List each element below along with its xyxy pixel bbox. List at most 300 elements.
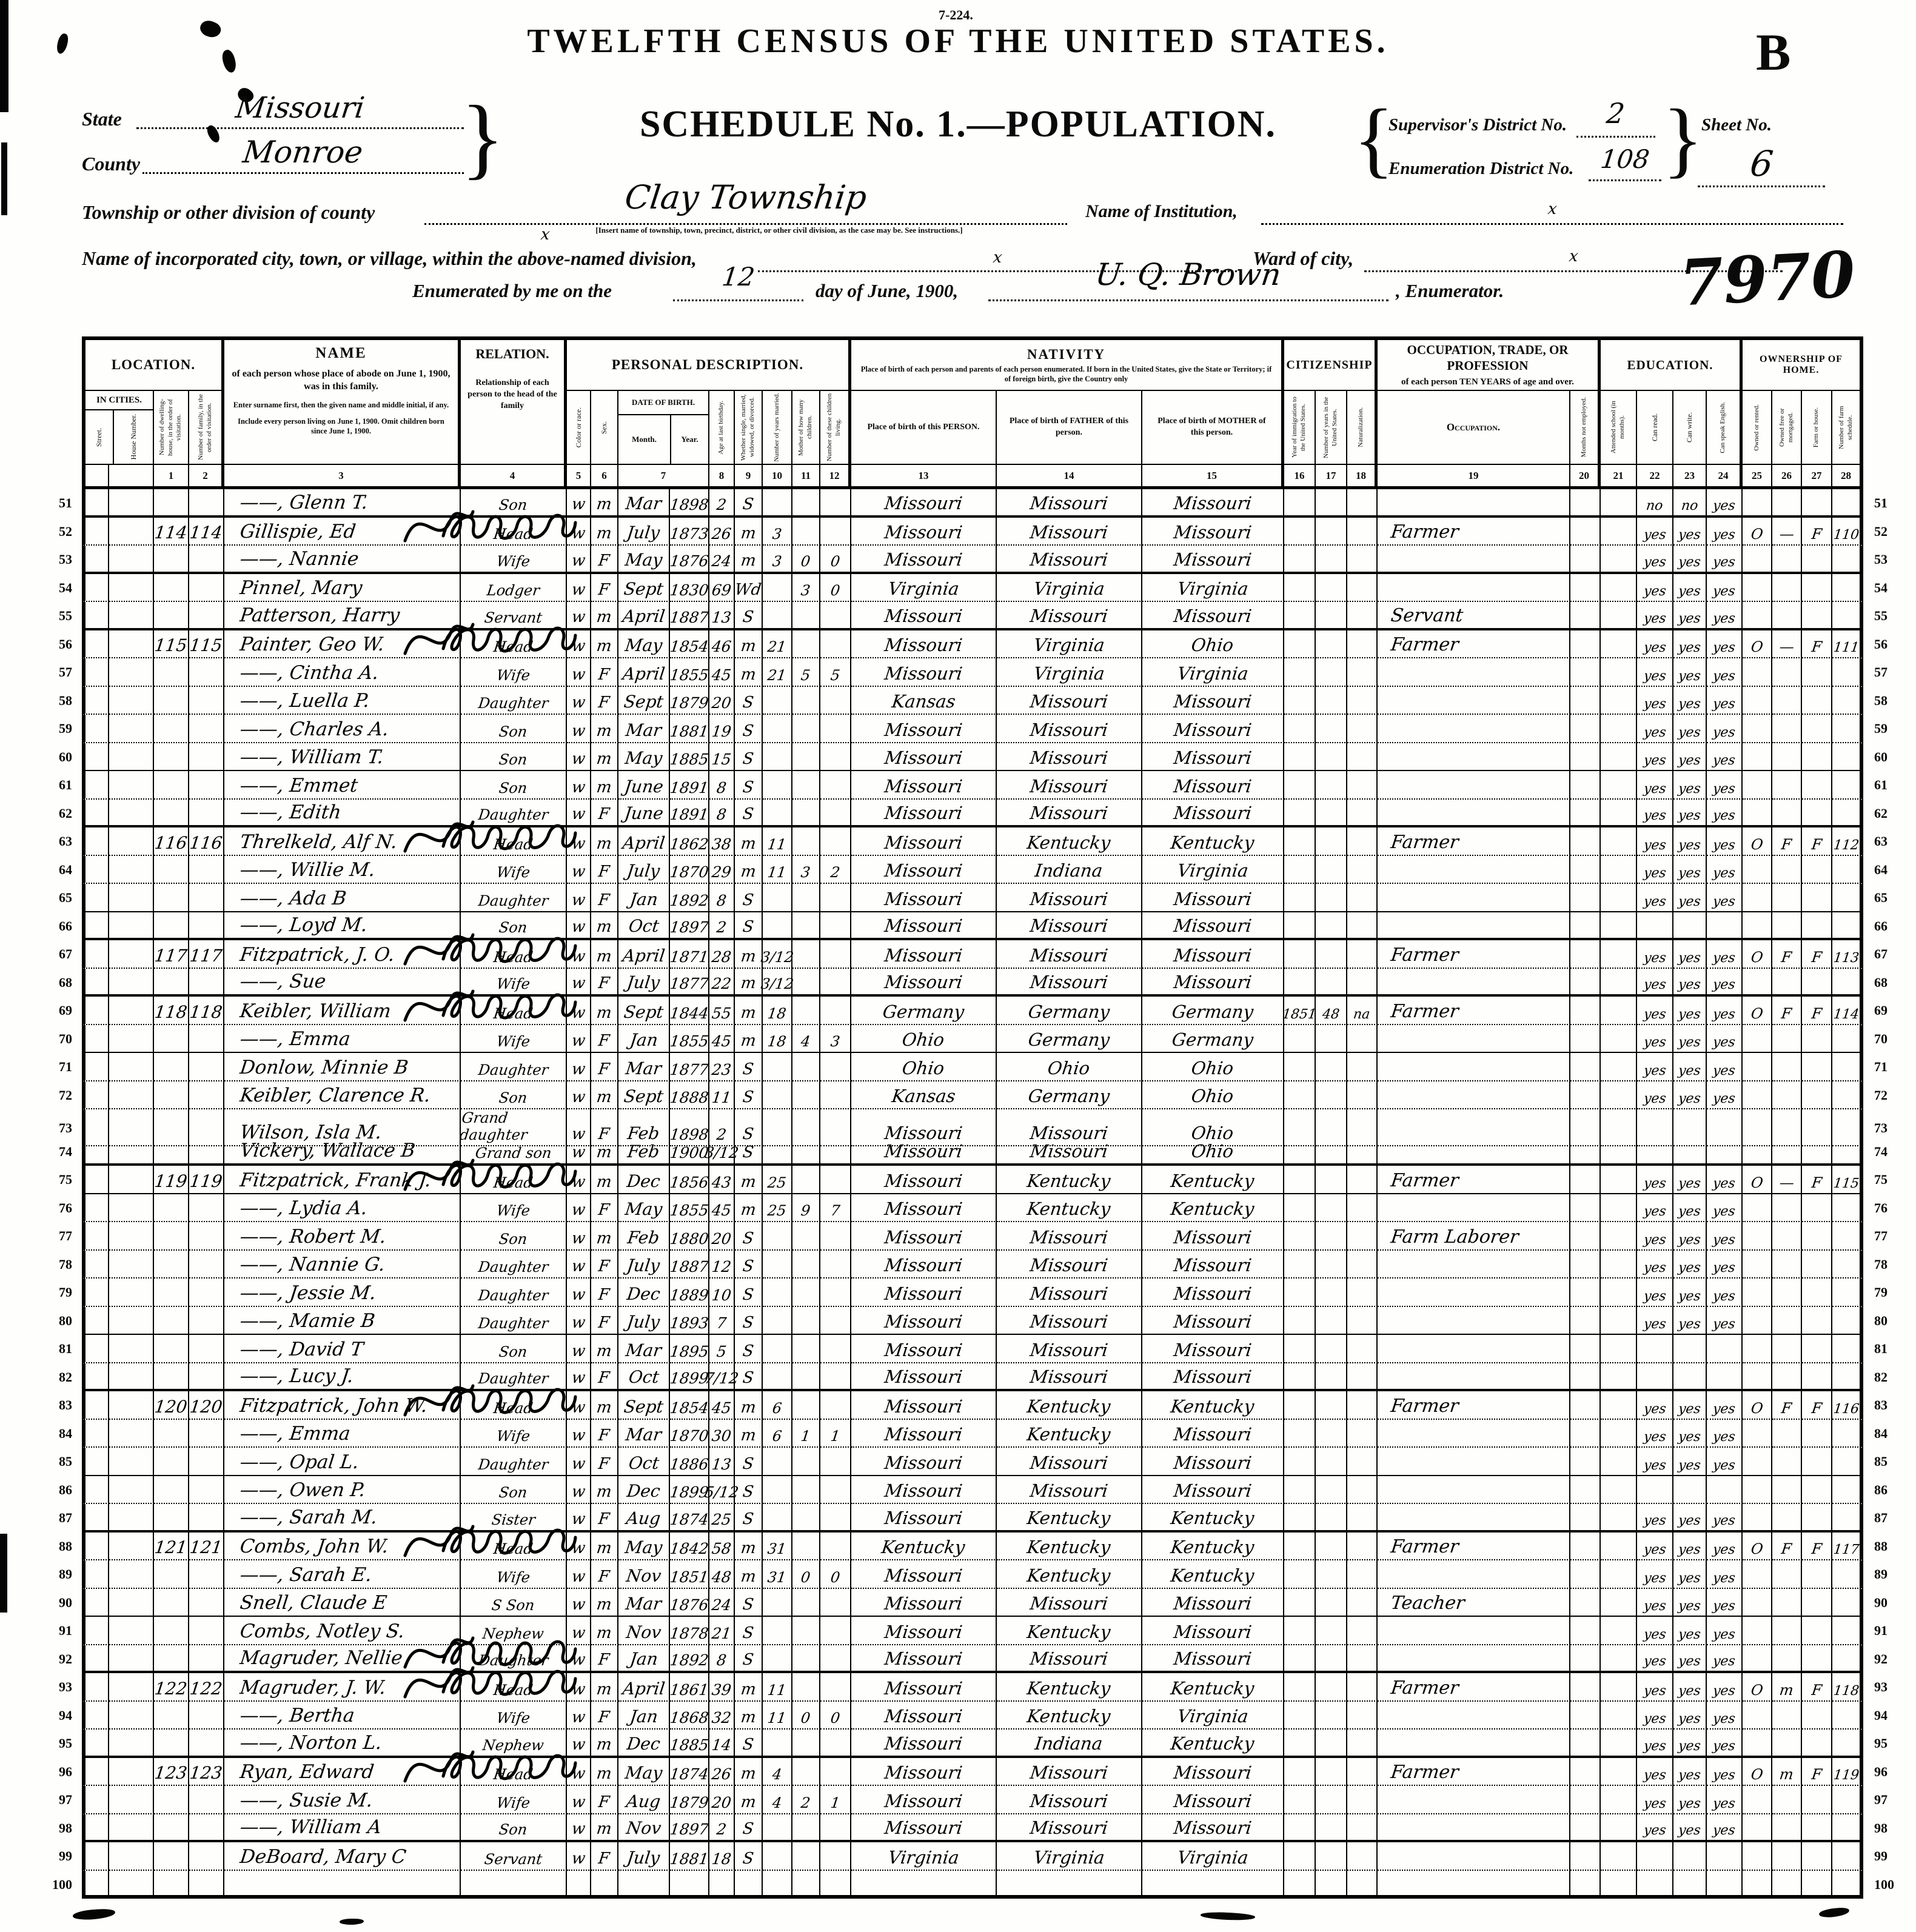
col-pob-father-label: Place of birth of FATHER of this person. (997, 391, 1142, 465)
cell-pm: Missouri (1142, 1251, 1284, 1279)
cell-d (154, 1251, 189, 1279)
cell-age: 7/12 (709, 1363, 735, 1392)
cell-name: ——, Owen P. (224, 1476, 461, 1505)
cell-w: yes (1673, 602, 1707, 630)
cell-s: F (591, 1842, 618, 1871)
cell-pm: Missouri (1142, 884, 1284, 912)
cell-yu (1316, 1814, 1347, 1843)
cell-pm: Missouri (1142, 940, 1284, 969)
cell-occ (1378, 884, 1570, 912)
cell-fh (1802, 1645, 1832, 1674)
cell-name: ——, William T. (224, 743, 461, 772)
cell-e: yes (1707, 1589, 1743, 1617)
table-row (39, 1814, 1916, 1843)
cell-s: F (591, 1194, 618, 1223)
township-label: Township or other division of county (82, 201, 375, 223)
cell-r: no (1637, 489, 1673, 518)
cell-e: yes (1707, 602, 1743, 630)
cell-house (109, 1476, 154, 1505)
cell-na (1347, 1279, 1378, 1307)
cell-yu (1316, 1222, 1347, 1251)
cell-pf: Missouri (997, 800, 1142, 828)
cell-age: 11 (709, 1081, 735, 1110)
cell-name: Pinnel, Mary (224, 574, 461, 603)
cell-mo: Oct (618, 1363, 670, 1392)
row-number-left: 80 (59, 1312, 72, 1328)
cell-mn (1570, 1673, 1601, 1702)
cell-house (109, 912, 154, 941)
cell-fs (1832, 1645, 1863, 1674)
cell-house (109, 1702, 154, 1730)
table-row (39, 1138, 1916, 1166)
row-number-left: 63 (59, 834, 72, 849)
cell-s: m (591, 630, 618, 659)
cell-im (1284, 743, 1316, 772)
row-number-right: 93 (1874, 1679, 1888, 1695)
cell-occ: Teacher (1378, 1589, 1570, 1617)
cell-age: 8 (709, 1645, 735, 1674)
cell-pm: Missouri (1142, 1589, 1284, 1617)
cell-rel: Grand son (461, 1138, 567, 1166)
cell-mo: May (618, 1758, 670, 1787)
table-header (39, 336, 1916, 489)
cell-s: m (591, 912, 618, 941)
cell-fs (1832, 715, 1863, 743)
cell-pb: Missouri (851, 1335, 997, 1363)
cell-occ (1378, 489, 1570, 518)
cell-pm: Missouri (1142, 912, 1284, 941)
cell-age: 48 (709, 1560, 735, 1589)
cell-na: na (1347, 997, 1378, 1025)
cell-m: S (735, 1307, 763, 1335)
cell-mo: May (618, 1533, 670, 1561)
cell-street (82, 1504, 109, 1533)
cell-age: 8 (709, 884, 735, 912)
cell-m: m (735, 1420, 763, 1448)
cell-occ (1378, 800, 1570, 828)
cell-mn (1570, 1307, 1601, 1335)
table-row (39, 1673, 1916, 1702)
cell-w: yes (1673, 1645, 1707, 1674)
cell-f (189, 1702, 224, 1730)
cell-f: 120 (189, 1391, 224, 1420)
cell-c: w (567, 1307, 591, 1335)
cell-pb: Missouri (851, 1420, 997, 1448)
cell-fs (1832, 1730, 1863, 1758)
row-number-right: 89 (1874, 1566, 1888, 1582)
cell-s: m (591, 602, 618, 630)
row-number-left: 71 (59, 1059, 72, 1075)
cell-yu (1316, 715, 1347, 743)
cell-s (591, 1871, 618, 1899)
cell-cl: 2 (820, 856, 851, 884)
cell-fs: 110 (1832, 518, 1863, 546)
cell-yr: 1892 (670, 1645, 709, 1674)
cell-pb: Missouri (851, 856, 997, 884)
cell-own (1743, 1222, 1772, 1251)
cell-name: Combs, Notley S. (224, 1617, 461, 1645)
cell-fh (1802, 884, 1832, 912)
cell-ym: 3/12 (763, 969, 792, 997)
row-number-right: 53 (1874, 552, 1888, 567)
cell-pf: Kentucky (997, 827, 1142, 856)
cell-d (154, 884, 189, 912)
cell-ym: 31 (763, 1560, 792, 1589)
cell-pb: Missouri (851, 489, 997, 518)
cell-na (1347, 743, 1378, 772)
cell-r: yes (1637, 602, 1673, 630)
table-row (39, 827, 1916, 856)
cell-own (1743, 1702, 1772, 1730)
cell-ym (763, 1448, 792, 1476)
cell-cl: 5 (820, 658, 851, 687)
cell-age: 19 (709, 715, 735, 743)
cell-c: w (567, 1560, 591, 1589)
cell-yu (1316, 658, 1347, 687)
cell-yu (1316, 771, 1347, 800)
cell-e: yes (1707, 1560, 1743, 1589)
cell-e: yes (1707, 969, 1743, 997)
cell-f (189, 743, 224, 772)
cell-d (154, 1279, 189, 1307)
cell-mn (1570, 940, 1601, 969)
cell-cl (820, 1251, 851, 1279)
cell-mo: Jan (618, 1645, 670, 1674)
cell-na (1347, 1842, 1378, 1871)
name-instruction-2: Enter surname first, then the given name and middle initial, if any. (233, 400, 449, 409)
cell-pm: Missouri (1142, 1335, 1284, 1363)
cell-w: yes (1673, 969, 1707, 997)
cell-mn (1570, 1194, 1601, 1223)
cell-house (109, 1730, 154, 1758)
table-row (39, 1560, 1916, 1589)
cell-att (1601, 1053, 1637, 1081)
cell-f (189, 1842, 224, 1871)
cell-e (1707, 1476, 1743, 1505)
cell-own (1743, 1871, 1772, 1899)
cell-rel: Wife (461, 1560, 567, 1589)
cell-d (154, 658, 189, 687)
cell-age: 20 (709, 1786, 735, 1814)
row-number-right: 79 (1874, 1285, 1888, 1300)
cell-pm: Missouri (1142, 1758, 1284, 1787)
cell-fm (1772, 1504, 1802, 1533)
cell-street (82, 997, 109, 1025)
cell-f (189, 1504, 224, 1533)
cell-c: w (567, 997, 591, 1025)
cell-pm: Missouri (1142, 1279, 1284, 1307)
col-owned-free-label: Owned free or mortgaged. (1772, 391, 1802, 465)
cell-house (109, 1363, 154, 1392)
cell-fm: F (1772, 1391, 1802, 1420)
cell-s: F (591, 1786, 618, 1814)
cell-fm (1772, 969, 1802, 997)
cell-pb: Missouri (851, 1814, 997, 1843)
cell-im (1284, 1617, 1316, 1645)
cell-s: m (591, 771, 618, 800)
row-number-left: 76 (59, 1200, 72, 1215)
cell-r: yes (1637, 715, 1673, 743)
cell-pm: Missouri (1142, 1617, 1284, 1645)
row-number-right: 61 (1874, 777, 1888, 793)
cell-cl: 1 (820, 1420, 851, 1448)
cell-own (1743, 1194, 1772, 1223)
cell-f (189, 1251, 224, 1279)
cell-w: yes (1673, 1730, 1707, 1758)
cell-r: yes (1637, 743, 1673, 772)
cell-s: m (591, 940, 618, 969)
cell-age: 2 (709, 912, 735, 941)
cell-fs: 111 (1832, 630, 1863, 659)
cell-mn (1570, 1279, 1601, 1307)
cell-mo: Dec (618, 1166, 670, 1194)
cell-mn (1570, 1222, 1601, 1251)
cell-s: m (591, 743, 618, 772)
cell-r: yes (1637, 574, 1673, 603)
cell-mn (1570, 546, 1601, 574)
cell-pf: Missouri (997, 1814, 1142, 1843)
cell-mn (1570, 1476, 1601, 1505)
cell-e (1707, 1842, 1743, 1871)
cell-street (82, 1673, 109, 1702)
cell-m: m (735, 1194, 763, 1223)
cell-r (1637, 1871, 1673, 1899)
cell-pb: Missouri (851, 827, 997, 856)
ward-label: Ward of city, (1253, 247, 1354, 269)
table-row (39, 1702, 1916, 1730)
cell-mc (792, 1391, 820, 1420)
cell-fs (1832, 1363, 1863, 1392)
cell-d: 115 (154, 630, 189, 659)
row-number-right: 67 (1874, 946, 1888, 962)
cell-fs: 112 (1832, 827, 1863, 856)
cell-occ: Farmer (1378, 1166, 1570, 1194)
cell-mo: Sept (618, 1081, 670, 1110)
cell-cl (820, 912, 851, 941)
cell-mo: Sept (618, 1391, 670, 1420)
cell-m: S (735, 687, 763, 715)
cell-pm: Missouri (1142, 546, 1284, 574)
cell-rel: Wife (461, 1420, 567, 1448)
cell-own (1743, 1730, 1772, 1758)
cell-m: S (735, 715, 763, 743)
cell-yu (1316, 1194, 1347, 1223)
cell-pm: Missouri (1142, 1448, 1284, 1476)
row-number-left: 72 (59, 1087, 72, 1103)
page-stamp: 7970 (1677, 236, 1857, 321)
cell-s: F (591, 658, 618, 687)
cell-e: yes (1707, 800, 1743, 828)
cell-mn (1570, 1053, 1601, 1081)
cell-mc (792, 1730, 820, 1758)
table-row (39, 1589, 1916, 1617)
cell-street (82, 1702, 109, 1730)
cell-street (82, 1251, 109, 1279)
cell-house (109, 800, 154, 828)
cell-fs (1832, 1222, 1863, 1251)
cell-ym (763, 1279, 792, 1307)
cell-c: w (567, 800, 591, 828)
cell-pf: Germany (997, 1081, 1142, 1110)
cell-pb: Missouri (851, 602, 997, 630)
cell-na (1347, 602, 1378, 630)
row-number-right: 74 (1874, 1143, 1888, 1159)
cell-c: w (567, 1533, 591, 1561)
row-number-right: 95 (1874, 1736, 1888, 1751)
cell-ym (763, 912, 792, 941)
cell-d (154, 1448, 189, 1476)
cell-s: F (591, 1448, 618, 1476)
cell-mn (1570, 1730, 1601, 1758)
cell-yr: 1899 (670, 1363, 709, 1392)
cell-ym (763, 1251, 792, 1279)
cell-d (154, 1222, 189, 1251)
cell-own (1743, 687, 1772, 715)
cell-c (567, 1871, 591, 1899)
cell-w: yes (1673, 856, 1707, 884)
cell-name: Keibler, William (224, 997, 461, 1025)
cell-yr: 1842 (670, 1533, 709, 1561)
cell-cl (820, 1476, 851, 1505)
cell-w: yes (1673, 1391, 1707, 1420)
cell-own (1743, 715, 1772, 743)
cell-ym (763, 884, 792, 912)
cell-pf: Missouri (997, 546, 1142, 574)
cell-pb: Missouri (851, 1222, 997, 1251)
cell-pf: Missouri (997, 1363, 1142, 1392)
cell-m: m (735, 940, 763, 969)
cell-fs (1832, 771, 1863, 800)
cell-street (82, 1081, 109, 1110)
cell-fs: 119 (1832, 1758, 1863, 1787)
row-number-right: 51 (1874, 495, 1888, 511)
cell-m: m (735, 546, 763, 574)
cell-fh: F (1802, 630, 1832, 659)
cell-na (1347, 771, 1378, 800)
cell-f (189, 1307, 224, 1335)
cell-r: yes (1637, 1786, 1673, 1814)
cell-fm (1772, 658, 1802, 687)
cell-e: yes (1707, 1758, 1743, 1787)
cell-w: yes (1673, 546, 1707, 574)
colnum-23: 23 (1673, 465, 1707, 489)
cell-house (109, 1307, 154, 1335)
cell-street (82, 1222, 109, 1251)
cell-age: 25 (709, 1504, 735, 1533)
cell-fh (1802, 1335, 1832, 1363)
row-number-left: 81 (59, 1341, 72, 1357)
cell-street (82, 969, 109, 997)
cell-fs: 113 (1832, 940, 1863, 969)
cell-e: yes (1707, 827, 1743, 856)
cell-d (154, 489, 189, 518)
cell-r: yes (1637, 1589, 1673, 1617)
table-row (39, 1053, 1916, 1081)
cell-im (1284, 1391, 1316, 1420)
cell-ym: 4 (763, 1786, 792, 1814)
cell-own (1743, 1645, 1772, 1674)
cell-mo: Dec (618, 1279, 670, 1307)
cell-rel: Son (461, 1222, 567, 1251)
cell-house (109, 489, 154, 518)
row-number-right: 75 (1874, 1172, 1888, 1188)
cell-occ (1378, 1645, 1570, 1674)
cell-house (109, 1504, 154, 1533)
cell-fs (1832, 1560, 1863, 1589)
cell-own (1743, 771, 1772, 800)
col-can-write-label: Can write. (1673, 391, 1707, 465)
cell-pf: Missouri (997, 969, 1142, 997)
cell-yr: 1897 (670, 912, 709, 941)
cell-e: yes (1707, 940, 1743, 969)
cell-m: S (735, 1842, 763, 1871)
cell-att (1601, 1194, 1637, 1223)
cell-name: ——, Loyd M. (224, 912, 461, 941)
col-pob-person-label: Place of birth of this PERSON. (851, 391, 997, 465)
cell-fm (1772, 1279, 1802, 1307)
cell-att (1601, 912, 1637, 941)
cell-cl (820, 827, 851, 856)
cell-mc (792, 884, 820, 912)
cell-na (1347, 1673, 1378, 1702)
cell-r (1637, 1842, 1673, 1871)
cell-r: yes (1637, 1533, 1673, 1561)
table-row (39, 489, 1916, 518)
cell-pm: Virginia (1142, 574, 1284, 603)
cell-c: w (567, 827, 591, 856)
cell-e (1707, 1363, 1743, 1392)
cell-mn (1570, 687, 1601, 715)
cell-att (1601, 1081, 1637, 1110)
cell-fs (1832, 1307, 1863, 1335)
cell-mn (1570, 827, 1601, 856)
col-house-number-label: House Number. (129, 414, 138, 460)
cell-house (109, 827, 154, 856)
cell-rel: Daughter (461, 1363, 567, 1392)
cell-pm: Kentucky (1142, 1194, 1284, 1223)
table-row (39, 940, 1916, 969)
cell-mo: July (618, 969, 670, 997)
cell-own: O (1743, 1166, 1772, 1194)
cell-mc (792, 997, 820, 1025)
cell-e (1707, 1335, 1743, 1363)
cell-cl (820, 1814, 851, 1843)
cell-m: m (735, 518, 763, 546)
col-naturalization-label: Naturalization. (1347, 391, 1378, 465)
row-number-right: 90 (1874, 1594, 1888, 1610)
cell-im (1284, 1194, 1316, 1223)
cell-e: yes (1707, 1786, 1743, 1814)
table-row (39, 1279, 1916, 1307)
cell-fm (1772, 574, 1802, 603)
cell-na (1347, 1025, 1378, 1054)
cell-im (1284, 687, 1316, 715)
cell-f (189, 1053, 224, 1081)
cell-ym: 21 (763, 658, 792, 687)
cell-street (82, 1560, 109, 1589)
colnum-18: 18 (1347, 465, 1378, 489)
cell-c: w (567, 1476, 591, 1505)
district-brace-open: { (1353, 92, 1395, 186)
cell-house (109, 856, 154, 884)
cell-m (735, 1871, 763, 1899)
cell-im (1284, 1025, 1316, 1054)
cell-mn (1570, 1560, 1601, 1589)
township-note: [Insert name of township, town, precinct, district, or other civil division, as the case may be. See instructions.] (595, 226, 963, 235)
col-month-label: Month. (618, 415, 671, 464)
cell-yr: 1881 (670, 1842, 709, 1871)
cell-d: 120 (154, 1391, 189, 1420)
